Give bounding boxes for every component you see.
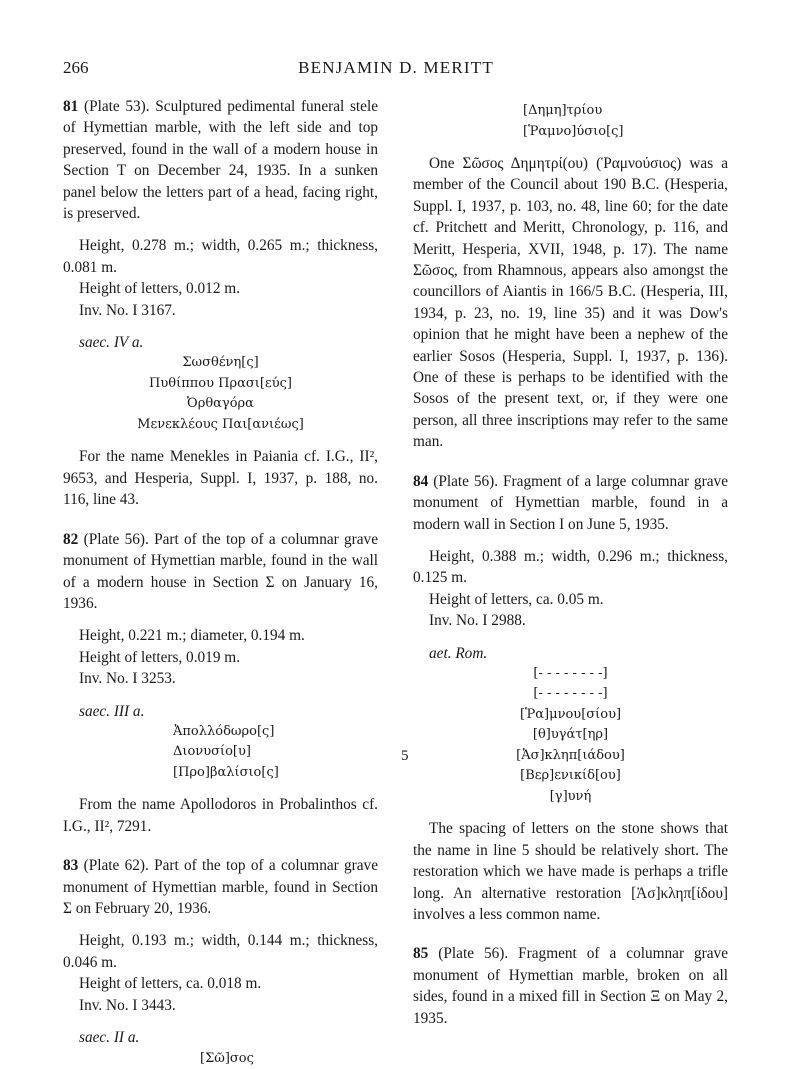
entry-84-inscription: [413, 664, 728, 808]
inscription-line: Πυθίππου Πρασι[εύς]: [63, 374, 378, 395]
inscription-line: [Ῥαμνο]ύσιο[ς]: [523, 122, 728, 143]
entry-81-date: saec. IV a.: [63, 332, 378, 353]
entry-84-dimensions: Height, 0.388 m.; width, 0.296 m.; thickness, 0.125 m.: [413, 546, 728, 589]
inscription-line: [- - - - - - - -]: [413, 664, 728, 685]
inscription-line: [- - - - - - - -]: [413, 684, 728, 705]
entry-81-comment: For the name Menekles in Paiania cf. I.G., II², 9653, and Hesperia, Suppl. I, 1937, p. 188, no. 116, line 43.: [63, 446, 378, 510]
entry-82-comment: From the name Apollodoros in Probalinthos cf. I.G., II², 7291.: [63, 794, 378, 837]
inscription-line: [Ἀσ]κληπ[ιάδου]: [516, 748, 625, 763]
entry-number: 84: [413, 473, 428, 490]
entry-82-letter-height: Height of letters, 0.019 m.: [63, 647, 378, 668]
inscription-line: [γ]υνή: [413, 787, 728, 808]
entry-81-description: 81 (Plate 53). Sculptured pedimental funeral stele of Hymettian marble, with the left side and top preserved, found in the wall of a modern house in Section T on December 24, 1935. In a sunken panel below the letters part of a head, facing right, is preserved.: [63, 96, 378, 224]
entry-81-letter-height: Height of letters, 0.012 m.: [63, 278, 378, 299]
page-number: 266: [63, 58, 89, 78]
entry-83-date: saec. II a.: [63, 1027, 378, 1048]
entry-83-inscription: [63, 1049, 378, 1069]
running-head: BENJAMIN D. MERITT: [0, 58, 792, 78]
entry-84-date: aet. Rom.: [413, 643, 728, 664]
entry-85-description: 85 (Plate 56). Fragment of a columnar grave monument of Hymettian marble, broken on all sides, found in a mixed fill in Section Ξ on May 2, 1935.: [413, 943, 728, 1029]
left-column: [63, 96, 378, 1069]
entry-number: 85: [413, 945, 428, 962]
inscription-line: [Βερ]ενικίδ[ου]: [413, 766, 728, 787]
entry-number: 81: [63, 98, 78, 115]
inscription-line: [θ]υγάτ[ηρ]: [413, 725, 728, 746]
entry-84-letter-height: Height of letters, ca. 0.05 m.: [413, 589, 728, 610]
entry-83-inscription-continued: [413, 101, 728, 142]
inscription-line: Ἀπολλόδωρο[ς]: [173, 722, 378, 743]
entry-84-inventory: Inv. No. I 2988.: [413, 610, 728, 631]
inscription-line: Ὀρθαγόρα: [63, 394, 378, 415]
entry-82-date: saec. III a.: [63, 701, 378, 722]
entry-number: 83: [63, 857, 78, 874]
inscription-line: Διονυσίο[υ]: [173, 742, 378, 763]
entry-82-inscription: [63, 722, 378, 784]
entry-number: 82: [63, 531, 78, 548]
entry-81-dimensions: Height, 0.278 m.; width, 0.265 m.; thickness, 0.081 m.: [63, 235, 378, 278]
inscription-line: Σωσθένη[ς]: [63, 353, 378, 374]
inscription-line: [Ῥα]μνου[σίου]: [413, 705, 728, 726]
entry-82-description: 82 (Plate 56). Part of the top of a columnar grave monument of Hymettian marble, found in the wall of a modern house in Section Σ on January 16, 1936.: [63, 529, 378, 615]
entry-84-description: 84 (Plate 56). Fragment of a large columnar grave monument of Hymettian marble, found in a modern wall in Section I on June 5, 1935.: [413, 471, 728, 535]
entry-81-inscription: [63, 353, 378, 435]
inscription-line: Μενεκλέους Παι[ανιέως]: [63, 415, 378, 436]
entry-81-inventory: Inv. No. I 3167.: [63, 300, 378, 321]
entry-83-comment: One Σῶσος Δημητρί(ου) (Ῥαμνούσιος) was a member of the Council about 190 B.C. (Hesperia, Suppl. I, 1937, p. 103, no. 48, line 60; for the date cf. Pritchett and Meritt, Chronology, p. 116, and Meritt, Hesperia, XVII, 1948, p. 17). The name Σῶσος, from Rhamnous, appears also amongst the councillors of Aiantis in 166/5 B.C. (Hesperia, III, 1934, p. 23, no. 19, line 35) and it was Dow's opinion that he might have been a nephew of the earlier Sosos (Hesperia, Suppl. I, 1937, p. 136). One of these is perhaps to be identified with the Sosos of the present text, or, if they were one person, all three inscriptions may refer to the same man.: [413, 153, 728, 453]
right-column: [413, 101, 728, 1029]
entry-83-inventory: Inv. No. I 3443.: [63, 995, 378, 1016]
inscription-line: [Δημη]τρίου: [523, 101, 728, 122]
line-number: 5: [401, 746, 409, 767]
entry-83-description: 83 (Plate 62). Part of the top of a columnar grave monument of Hymettian marble, found in Section Σ on February 20, 1936.: [63, 855, 378, 919]
inscription-line: [Σῶ]σος: [200, 1049, 378, 1069]
inscription-line: [Προ]βαλίσιο[ς]: [173, 763, 378, 784]
entry-82-dimensions: Height, 0.221 m.; diameter, 0.194 m.: [63, 625, 378, 646]
entry-83-letter-height: Height of letters, ca. 0.018 m.: [63, 973, 378, 994]
entry-82-inventory: Inv. No. I 3253.: [63, 668, 378, 689]
entry-84-comment: The spacing of letters on the stone shows that the name in line 5 should be relatively short. The restoration which we have made is perhaps a trifle long. An alternative restoration [Ἀσ]κληπ[ίδου] involves a less common name.: [413, 818, 728, 925]
entry-83-dimensions: Height, 0.193 m.; width, 0.144 m.; thickness, 0.046 m.: [63, 930, 378, 973]
